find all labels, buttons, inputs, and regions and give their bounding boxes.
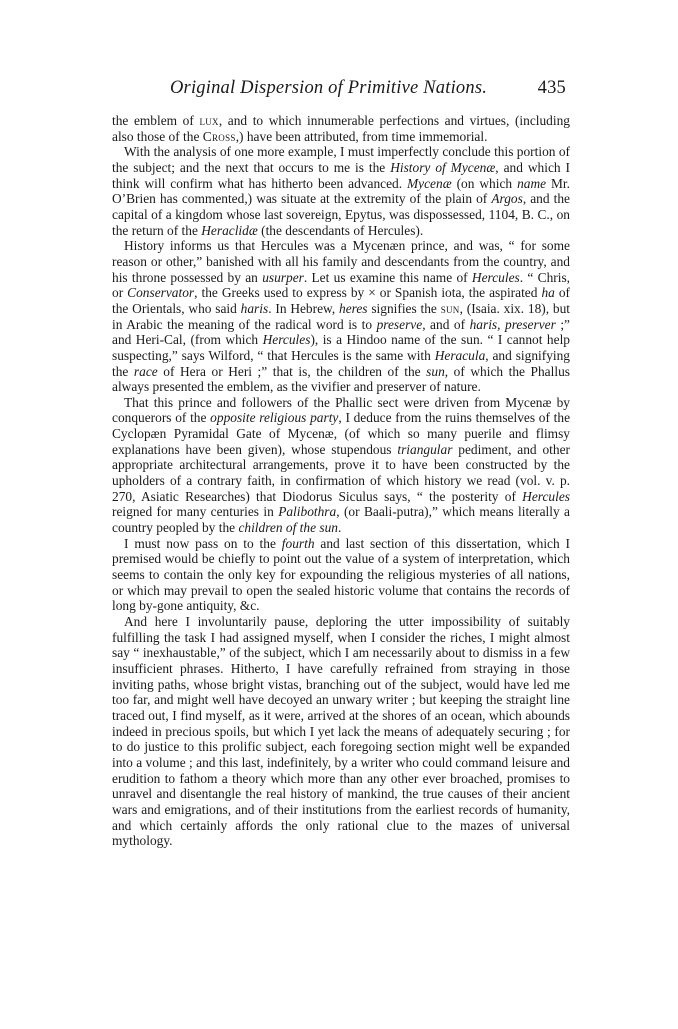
body-text — [112, 113, 570, 849]
running-head — [112, 76, 570, 104]
running-title: Original Dispersion of Primitive Nations. — [170, 78, 488, 98]
paragraph-phallic-sect: That this prince and followers of the Phallic sect were driven from Mycenæ by conquerors of the opposite religious party, I deduce from the ruins themselves of the Cyclopæn Pyramidal Gate of Mycenæ, (of which so many puerile and flimsy explanations have been given), whose stupendous triangular pediment, and other appropriate architectural arrangements, prove it to have been constructed by the upholders of a contrary faith, in confirmation of which history we read (vol. v. p. 270, Asiatic Researches) that Diodorus Siculus says, “ the posterity of Hercules reigned for many centuries in Palibothra, (or Baali-putra),” which means literally a country peopled by the children of the sun. — [112, 394, 571, 536]
page-number: 435 — [537, 78, 566, 98]
paragraph-conclusion: And here I involuntarily pause, deploring the utter impossibility of suitably fulfilling the task I had assigned myself, when I consider the riches, I might almost say “ inexhaustable,” of the subject, which I am necessarily about to dismiss in a few insufficient phrases. Hitherto, I have carefully refrained from straying in those inviting paths, whose bright vistas, branching out of the subject, would have led me too far, and might well have decoyed an unwary writer ; but keeping the straight line traced out, I find myself, as it were, arrived at the shores of an ocean, which abounds indeed in precious spoils, but which I yet lack the means of adequately securing ; for to do justice to this prolific subject, each foregoing section might well be expanded into a volume ; and this last, indefinitely, by a writer who could command leisure and erudition to fathom a theory which more than any other ever broached, promises to unravel and disentangle the real history of mankind, the true causes of their ancient wars and emigrations, and of their institutions from the earliest records of humanity, and which certainly affords the only rational clue to the mazes of universal mythology. — [112, 614, 570, 849]
paragraph-mycenae: With the analysis of one more example, I must imperfectly conclude this portion of the subject; and the next that occurs to me is the History of Mycenæ, and which I think will confirm what has hitherto been advanced. Mycenæ (on which name Mr. O’Brien has commented,) was situate at the extremity of the plain of Argos, and the capital of a kingdom whose last sovereign, Epytus, was dispossessed, 1104, B. C., on the return of the Heraclidæ (the descendants of Hercules). — [112, 144, 570, 238]
paragraph-hercules: History informs us that Hercules was a Mycenæn prince, and was, “ for some reason or other,” banished with all his family and descendants from the country, and his throne possessed by an usurper. Let us examine this name of Hercules. “ Chris, or Conservator, the Greeks used to express by × or Spanish iota, the aspirated ha of the Orientals, who said haris. In Hebrew, heres signifies the sun, (Isaia. xix. 18), but in Arabic the meaning of the radical word is to preserve, and of haris, preserver ;” and Heri-Cal, (from which Hercules), is a Hindoo name of the sun. “ I cannot help suspecting,” says Wilford, “ that Hercules is the same with Heracula, and signifying the race of Hera or Heri ;” that is, the children of the sun, of which the Phallus always presented the emblem, as the vivifier and preserver of nature. — [112, 238, 571, 395]
paragraph-continuation: the emblem of lux, and to which innumerable perfections and virtues, (including also those of the Cross,) have been attributed, from time immemorial. — [112, 113, 570, 144]
book-page — [112, 76, 570, 849]
paragraph-fourth-section: I must now pass on to the fourth and last section of this dissertation, which I premised would be chiefly to point out the value of a system of interpretation, which seems to contain the only key for expounding the religious mysteries of all nations, or which may prevail to open the sealed historic volume that contains the records of long by-gone antiquity, &c. — [112, 535, 570, 614]
